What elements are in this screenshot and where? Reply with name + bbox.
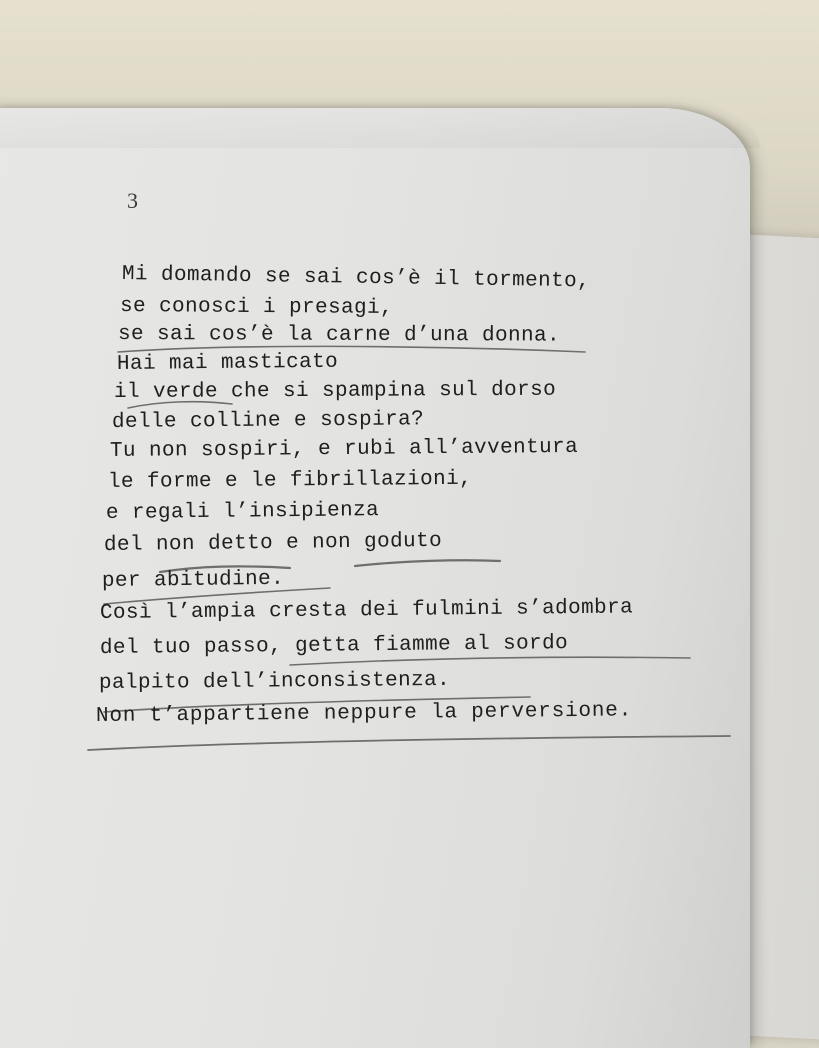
poem-line: Hai mai masticato bbox=[116, 350, 339, 376]
poem-line: se conosci i presagi, bbox=[119, 295, 394, 320]
poem-line: Non t’appartiene neppure la perversione. bbox=[95, 699, 633, 728]
poem-line: per abitudine. bbox=[101, 567, 285, 593]
poem-line: le forme e le fibrillazioni, bbox=[107, 467, 473, 494]
poem-line: Così l’ampia cresta dei fulmini s’adombra bbox=[99, 596, 634, 625]
poem-line: del tuo passo, getta fiamme al sordo bbox=[99, 632, 569, 660]
poem-line: Mi domando se sai cos’è il tormento, bbox=[121, 263, 591, 294]
poem-line: delle colline e sospira? bbox=[111, 408, 425, 434]
poem-line: se sai cos’è la carne d’una donna. bbox=[117, 323, 561, 348]
poem-line: il verde che si spampina sul dorso bbox=[113, 378, 557, 404]
poem-line: e regali l’insipienza bbox=[105, 499, 380, 525]
poem-line: Tu non sospiri, e rubi all’avventura bbox=[109, 435, 579, 463]
poem-line: palpito dell’inconsistenza. bbox=[98, 668, 451, 695]
page-number: 3 bbox=[127, 188, 138, 213]
poem-line: del non detto e non goduto bbox=[103, 529, 443, 557]
